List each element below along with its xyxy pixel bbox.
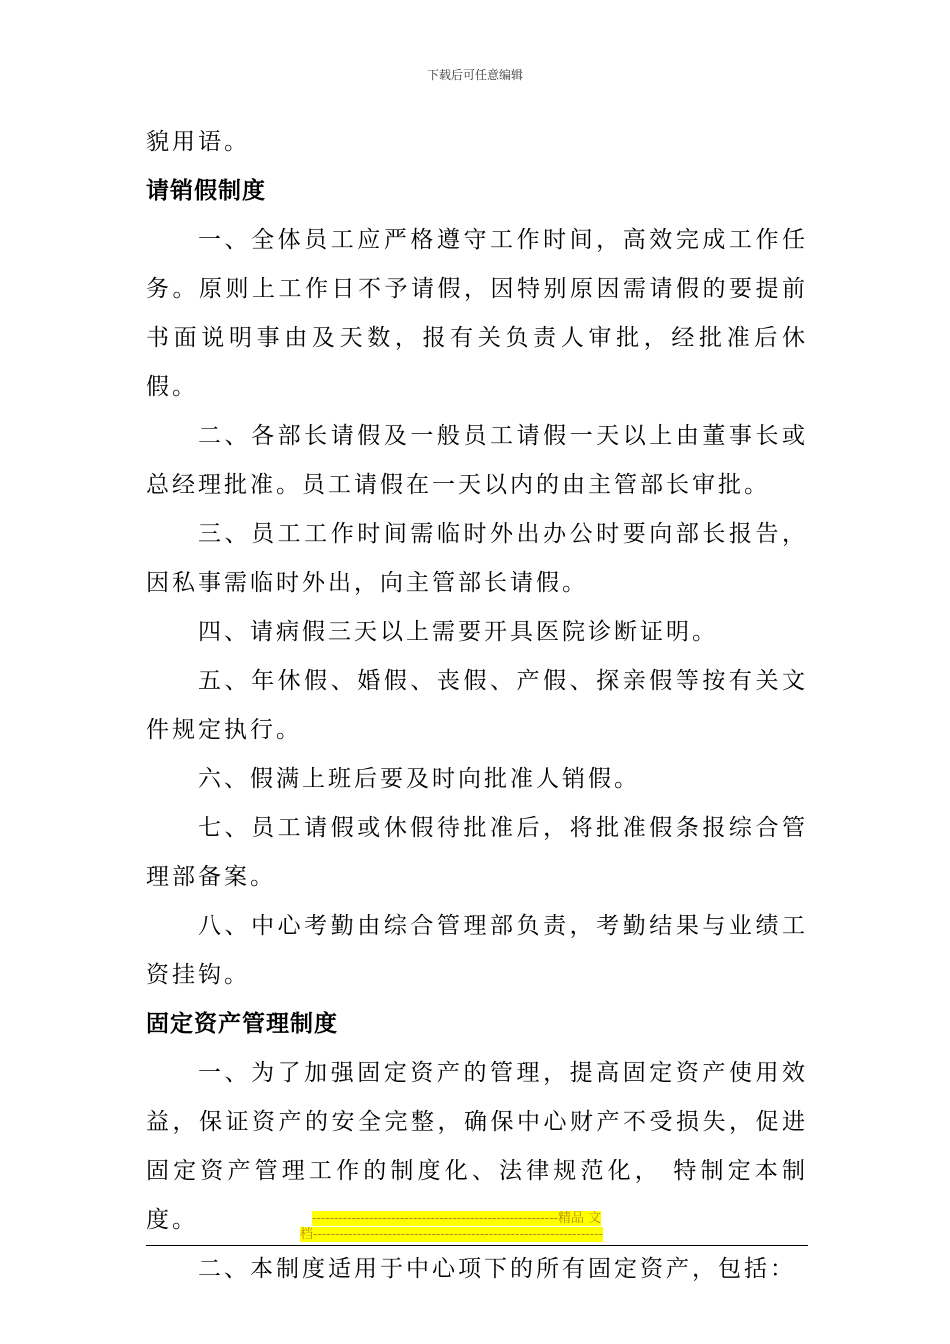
section-heading-leave: 请销假制度: [146, 178, 266, 204]
paragraph-asset-item-1: 一、为了加强固定资产的管理，提高固定资产使用效益，保证资产的安全完整，确保中心财产不受损失，促进固定资产管理工作的制度化、法律规范化， 特制定本制度。: [146, 1060, 808, 1233]
footer-line-1: --------------------------------------------------------精品 文: [312, 1211, 602, 1226]
paragraph-asset-item-2: 二、本制度适用于中心项下的所有固定资产，包括：: [198, 1256, 796, 1282]
paragraph-item-6: 六、假满上班后要及时向批准人销假。: [198, 766, 640, 792]
document-body: [146, 118, 808, 1294]
footer-divider: [146, 1245, 808, 1246]
footer-watermark: [300, 1211, 660, 1243]
paragraph-item-4: 四、请病假三天以上需要开具医院诊断证明。: [198, 619, 718, 645]
page-header-note: 下载后可任意编辑: [426, 68, 523, 82]
paragraph-item-2: 二、各部长请假及一般员工请假一天以上由董事长或总经理批准。员工请假在一天以内的由主管部长审批。: [146, 423, 808, 498]
paragraph-item-3: 三、员工工作时间需临时外出办公时要向部长报告，因私事需临时外出，向主管部长请假。: [146, 521, 808, 596]
paragraph-item-1: 一、全体员工应严格遵守工作时间，高效完成工作任务。原则上工作日不予请假，因特别原因需请假的要提前书面说明事由及天数，报有关负责人审批，经批准后休假。: [146, 227, 808, 400]
paragraph-item-5: 五、年休假、婚假、丧假、产假、探亲假等按有关文件规定执行。: [146, 668, 808, 743]
paragraph-continuation: 貌用语。: [146, 129, 250, 155]
footer-line-2: 档------------------------------------------------------------------: [300, 1227, 603, 1242]
section-heading-fixed-assets: 固定资产管理制度: [146, 1011, 338, 1037]
paragraph-item-8: 八、中心考勤由综合管理部负责，考勤结果与业绩工资挂钩。: [146, 913, 808, 988]
paragraph-item-7: 七、员工请假或休假待批准后，将批准假条报综合管理部备案。: [146, 815, 808, 890]
